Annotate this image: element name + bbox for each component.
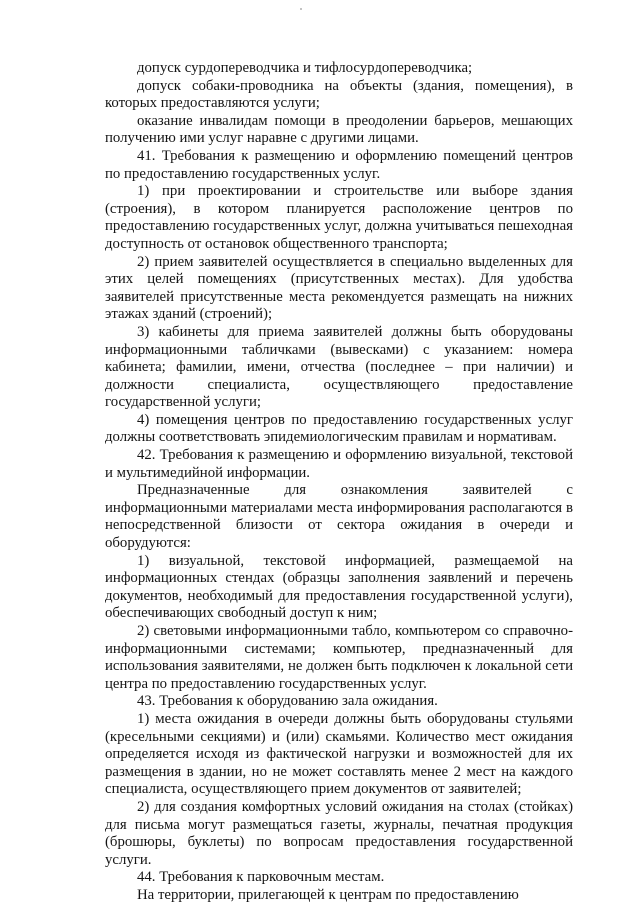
paragraph: 3) кабинеты для приема заявителей должны быть оборудованы информационными табличками (вывесками) с указанием: номера кабинета; фамилии, имени, отчества (последнее – при наличии) и должности специалиста, осуществляющего предоставление государственной услуги; [105,323,573,411]
paragraph: 2) для создания комфортных условий ожидания на столах (стойках) для письма могут размещаться газеты, журналы, печатная продукция (брошюры, буклеты) по вопросам предоставления государственной услуги. [105,798,573,868]
paragraph: Предназначенные для ознакомления заявителей с информационными материалами места информирования располагаются в непосредственной близости от сектора ожидания в очереди и оборудуются: [105,482,573,552]
paragraph: 4) помещения центров по предоставлению государственных услуг должны соответствовать эпидемиологическим правилам и нормативам. [105,411,573,446]
section-heading-41: 41. Требования к размещению и оформлению помещений центров по предоставлению государственных услуг. [105,147,573,182]
paragraph: На территории, прилегающей к центрам по предоставлению [137,886,519,903]
paragraph: 2) световыми информационными табло, компьютером со справочно-информационными системами; компьютер, предназначенный для использования заявителями, не должен быть подключен к локальной сети центра по предоставлению государственных услуг. [105,623,573,692]
paragraph: 2) прием заявителей осуществляется в специально выделенных для этих целей помещениях (присутственных местах). Для удобства заявителей присутственные места рекомендуется размещать на нижних этажах зданий (строений); [105,253,573,323]
paragraph: допуск собаки-проводника на объекты (здания, помещения), в которых предоставляются услуги; [105,77,573,112]
scan-speck [300,8,302,10]
section-heading-42: 42. Требования к размещению и оформлению визуальной, текстовой и мультимедийной информации. [105,447,573,481]
paragraph: 1) при проектировании и строительстве или выборе здания (строения), в котором планируется расположение центров по предоставлению государственных услуг, должна учитываться пешеходная доступность от остановок общественного транспорта; [105,183,573,252]
paragraph: допуск сурдопереводчика и тифлосурдопереводчика; [137,60,473,76]
paragraph: 1) визуальной, текстовой информацией, размещаемой на информационных стендах (образцы заполнения заявлений и перечень документов, необходимый для предоставления государственной услуги), обеспечивающих свободный доступ к ним; [105,552,573,622]
paragraph: оказание инвалидам помощи в преодолении барьеров, мешающих получению ими услуг наравне с другими лицами. [105,112,573,147]
document-body [105,60,573,905]
paragraph: 1) места ожидания в очереди должны быть оборудованы стульями (кресельными секциями) и (или) скамьями. Количество мест ожидания определяется исходя из фактической нагрузки и возможностей для их размещения в здании, но не может составлять менее 2 мест на каждого специалиста, осуществляющего прием документов от заявителей; [105,710,573,798]
section-heading-43: 43. Требования к оборудованию зала ожидания. [137,693,438,710]
section-heading-44: 44. Требования к парковочным местам. [137,869,385,886]
